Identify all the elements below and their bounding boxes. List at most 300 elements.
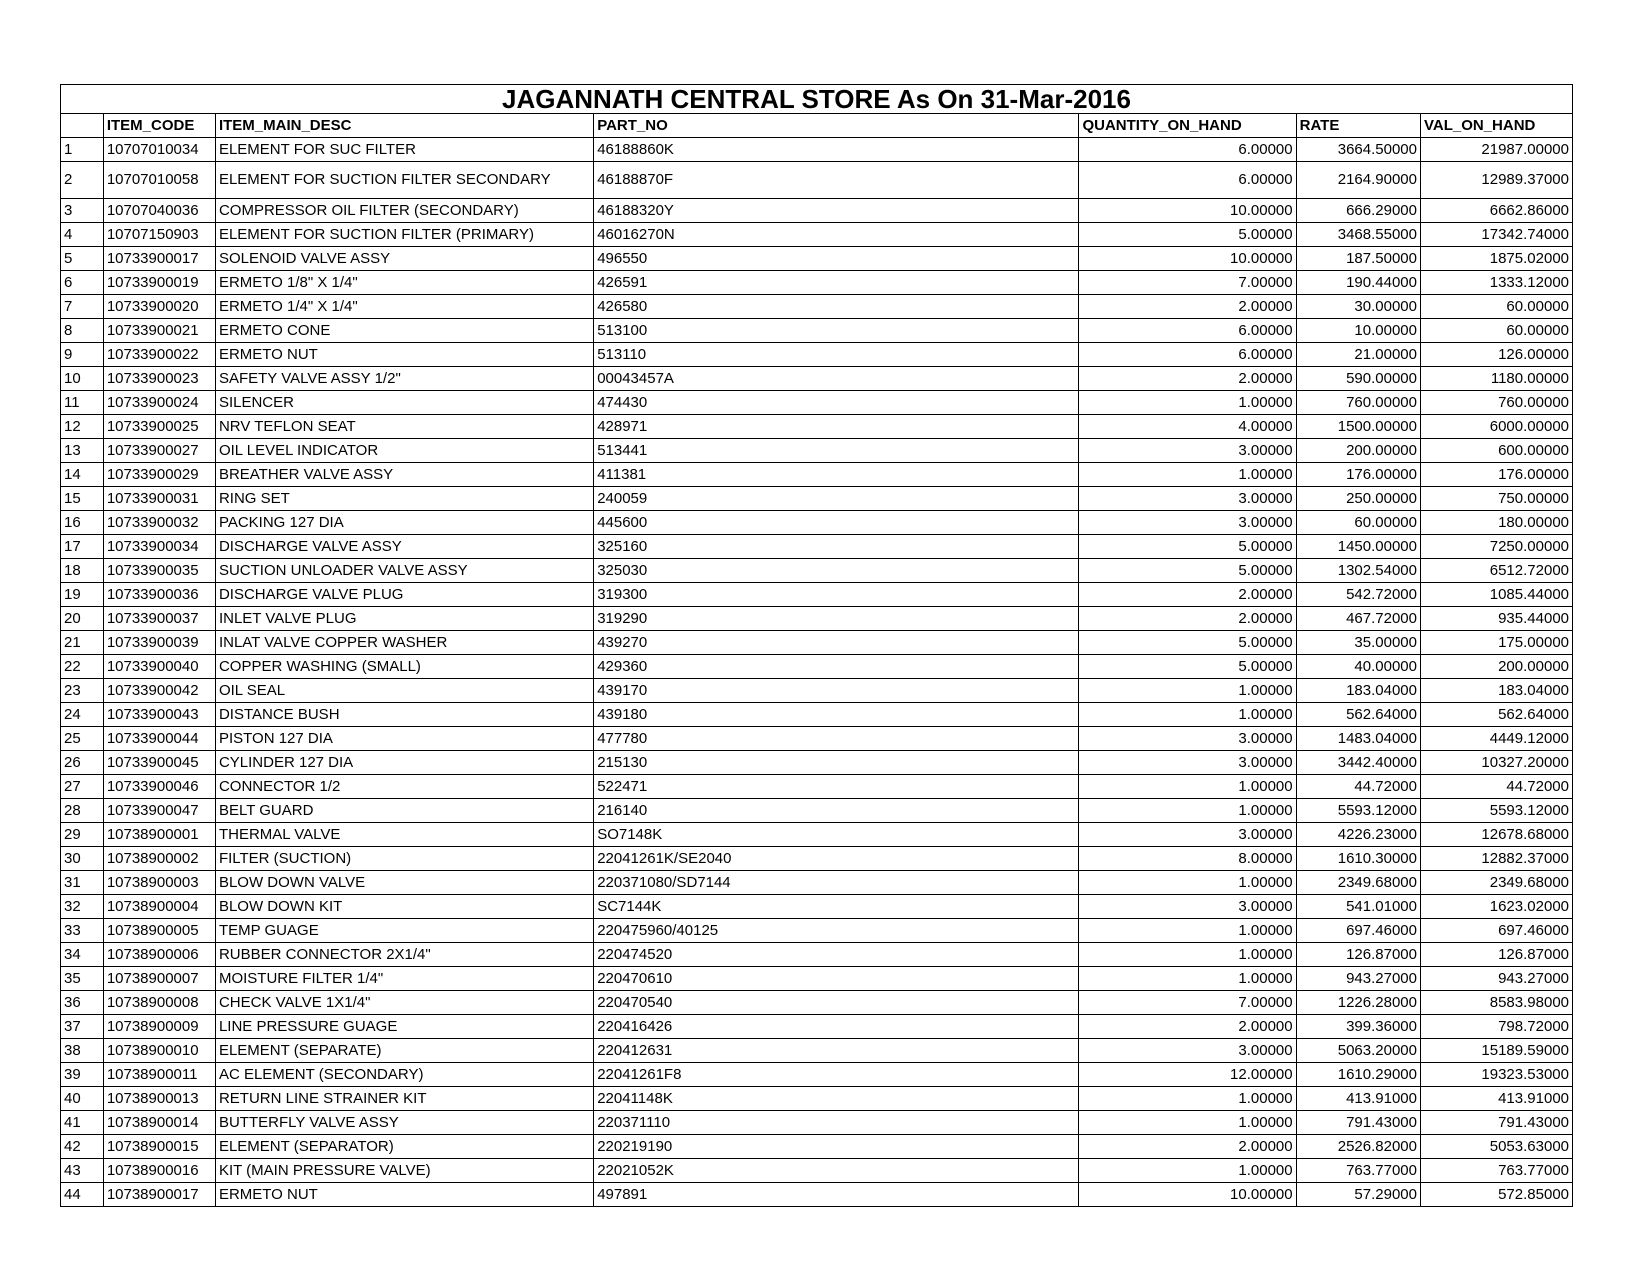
part-no: 46016270N xyxy=(594,223,1079,247)
item-desc: BUTTERFLY VALVE ASSY xyxy=(215,1111,593,1135)
value-on-hand: 126.87000 xyxy=(1420,943,1572,967)
value-on-hand: 600.00000 xyxy=(1420,439,1572,463)
value-on-hand: 176.00000 xyxy=(1420,463,1572,487)
quantity-on-hand: 3.00000 xyxy=(1079,1039,1296,1063)
item-desc: ELEMENT FOR SUC FILTER xyxy=(215,138,593,162)
row-number: 13 xyxy=(61,439,104,463)
value-on-hand: 7250.00000 xyxy=(1420,535,1572,559)
row-number: 26 xyxy=(61,751,104,775)
quantity-on-hand: 1.00000 xyxy=(1079,391,1296,415)
table-row xyxy=(61,607,1573,631)
table-row xyxy=(61,847,1573,871)
quantity-on-hand: 3.00000 xyxy=(1079,511,1296,535)
table-row xyxy=(61,391,1573,415)
item-code: 10733900023 xyxy=(103,367,215,391)
item-desc: PACKING 127 DIA xyxy=(215,511,593,535)
row-number: 35 xyxy=(61,967,104,991)
table-row xyxy=(61,199,1573,223)
quantity-on-hand: 6.00000 xyxy=(1079,343,1296,367)
row-number: 5 xyxy=(61,247,104,271)
item-code-header: ITEM_CODE xyxy=(103,114,215,138)
rate: 1500.00000 xyxy=(1296,415,1420,439)
part-no: 513441 xyxy=(594,439,1079,463)
quantity-on-hand: 6.00000 xyxy=(1079,319,1296,343)
item-desc: RUBBER CONNECTOR 2X1/4" xyxy=(215,943,593,967)
quantity-on-hand: 6.00000 xyxy=(1079,162,1296,199)
row-number: 37 xyxy=(61,1015,104,1039)
item-desc: ERMETO NUT xyxy=(215,343,593,367)
item-code: 10733900027 xyxy=(103,439,215,463)
value-on-hand: 750.00000 xyxy=(1420,487,1572,511)
row-number: 44 xyxy=(61,1183,104,1207)
value-on-hand: 1085.44000 xyxy=(1420,583,1572,607)
part-no: 429360 xyxy=(594,655,1079,679)
value-on-hand: 180.00000 xyxy=(1420,511,1572,535)
value-on-hand: 1333.12000 xyxy=(1420,271,1572,295)
table-row xyxy=(61,1063,1573,1087)
item-code: 10738900014 xyxy=(103,1111,215,1135)
rate: 943.27000 xyxy=(1296,967,1420,991)
item-code: 10738900016 xyxy=(103,1159,215,1183)
table-row xyxy=(61,751,1573,775)
value-on-hand: 1875.02000 xyxy=(1420,247,1572,271)
item-code: 10738900017 xyxy=(103,1183,215,1207)
row-number: 18 xyxy=(61,559,104,583)
quantity-on-hand: 1.00000 xyxy=(1079,703,1296,727)
quantity-on-hand: 10.00000 xyxy=(1079,247,1296,271)
quantity-on-hand: 10.00000 xyxy=(1079,199,1296,223)
rate: 2349.68000 xyxy=(1296,871,1420,895)
value-on-hand: 791.43000 xyxy=(1420,1111,1572,1135)
value-on-hand: 5593.12000 xyxy=(1420,799,1572,823)
item-desc: INLET VALVE PLUG xyxy=(215,607,593,631)
rate: 3442.40000 xyxy=(1296,751,1420,775)
row-number: 1 xyxy=(61,138,104,162)
quantity-on-hand: 1.00000 xyxy=(1079,1159,1296,1183)
row-number: 36 xyxy=(61,991,104,1015)
value-on-hand: 12678.68000 xyxy=(1420,823,1572,847)
quantity-on-hand: 1.00000 xyxy=(1079,463,1296,487)
table-row xyxy=(61,223,1573,247)
table-row xyxy=(61,583,1573,607)
quantity-on-hand: 3.00000 xyxy=(1079,487,1296,511)
table-row xyxy=(61,895,1573,919)
table-row xyxy=(61,631,1573,655)
table-row xyxy=(61,943,1573,967)
rate: 190.44000 xyxy=(1296,271,1420,295)
value-on-hand: 572.85000 xyxy=(1420,1183,1572,1207)
quantity-on-hand: 7.00000 xyxy=(1079,271,1296,295)
item-desc: TEMP GUAGE xyxy=(215,919,593,943)
item-code: 10733900035 xyxy=(103,559,215,583)
part-no: SC7144K xyxy=(594,895,1079,919)
quantity-on-hand: 5.00000 xyxy=(1079,559,1296,583)
quantity-on-hand: 3.00000 xyxy=(1079,727,1296,751)
part-no: 411381 xyxy=(594,463,1079,487)
value-on-hand: 60.00000 xyxy=(1420,295,1572,319)
item-code: 10733900022 xyxy=(103,343,215,367)
table-row xyxy=(61,559,1573,583)
part-no: 445600 xyxy=(594,511,1079,535)
part-no: 325030 xyxy=(594,559,1079,583)
rate: 2164.90000 xyxy=(1296,162,1420,199)
item-code: 10733900025 xyxy=(103,415,215,439)
part-no: 325160 xyxy=(594,535,1079,559)
value-on-hand: 12882.37000 xyxy=(1420,847,1572,871)
quantity-on-hand: 8.00000 xyxy=(1079,847,1296,871)
row-number: 17 xyxy=(61,535,104,559)
row-number: 28 xyxy=(61,799,104,823)
value-on-hand: 1180.00000 xyxy=(1420,367,1572,391)
row-number: 34 xyxy=(61,943,104,967)
quantity-on-hand: 3.00000 xyxy=(1079,439,1296,463)
quantity-on-hand: 7.00000 xyxy=(1079,991,1296,1015)
item-code: 10733900045 xyxy=(103,751,215,775)
part-no: 220416426 xyxy=(594,1015,1079,1039)
rate: 2526.82000 xyxy=(1296,1135,1420,1159)
row-number: 6 xyxy=(61,271,104,295)
row-number: 30 xyxy=(61,847,104,871)
rate: 200.00000 xyxy=(1296,439,1420,463)
value-on-hand: 413.91000 xyxy=(1420,1087,1572,1111)
item-desc: INLAT VALVE COPPER WASHER xyxy=(215,631,593,655)
quantity-on-hand: 5.00000 xyxy=(1079,631,1296,655)
quantity-on-hand: 3.00000 xyxy=(1079,823,1296,847)
row-number: 24 xyxy=(61,703,104,727)
rate: 35.00000 xyxy=(1296,631,1420,655)
table-row xyxy=(61,271,1573,295)
rate: 1610.30000 xyxy=(1296,847,1420,871)
item-desc-header: ITEM_MAIN_DESC xyxy=(215,114,593,138)
item-desc: ERMETO CONE xyxy=(215,319,593,343)
item-desc: OIL LEVEL INDICATOR xyxy=(215,439,593,463)
item-desc: COPPER WASHING (SMALL) xyxy=(215,655,593,679)
item-desc: SAFETY VALVE ASSY 1/2" xyxy=(215,367,593,391)
row-number: 14 xyxy=(61,463,104,487)
value-on-hand: 19323.53000 xyxy=(1420,1063,1572,1087)
item-code: 10738900009 xyxy=(103,1015,215,1039)
item-desc: CHECK VALVE 1X1/4" xyxy=(215,991,593,1015)
item-code: 10738900010 xyxy=(103,1039,215,1063)
value-on-hand: 1623.02000 xyxy=(1420,895,1572,919)
table-row xyxy=(61,655,1573,679)
table-row xyxy=(61,535,1573,559)
item-desc: SILENCER xyxy=(215,391,593,415)
table-row xyxy=(61,1183,1573,1207)
rate: 57.29000 xyxy=(1296,1183,1420,1207)
rate: 3468.55000 xyxy=(1296,223,1420,247)
item-desc: SUCTION UNLOADER VALVE ASSY xyxy=(215,559,593,583)
quantity-on-hand: 1.00000 xyxy=(1079,871,1296,895)
table-row xyxy=(61,295,1573,319)
item-desc: BLOW DOWN VALVE xyxy=(215,871,593,895)
table-body xyxy=(61,138,1573,1207)
value-on-hand: 4449.12000 xyxy=(1420,727,1572,751)
value-on-hand: 5053.63000 xyxy=(1420,1135,1572,1159)
quantity-on-hand: 2.00000 xyxy=(1079,1135,1296,1159)
item-desc: PISTON 127 DIA xyxy=(215,727,593,751)
row-number: 39 xyxy=(61,1063,104,1087)
row-number: 40 xyxy=(61,1087,104,1111)
rate: 3664.50000 xyxy=(1296,138,1420,162)
item-desc: BREATHER VALVE ASSY xyxy=(215,463,593,487)
table-row xyxy=(61,162,1573,199)
part-no: 220412631 xyxy=(594,1039,1079,1063)
item-desc: AC ELEMENT (SECONDARY) xyxy=(215,1063,593,1087)
part-no: 319300 xyxy=(594,583,1079,607)
part-no: 474430 xyxy=(594,391,1079,415)
value-on-hand: 44.72000 xyxy=(1420,775,1572,799)
part-no: 513110 xyxy=(594,343,1079,367)
item-code: 10733900034 xyxy=(103,535,215,559)
part-no: 220470540 xyxy=(594,991,1079,1015)
row-number: 2 xyxy=(61,162,104,199)
item-desc: BLOW DOWN KIT xyxy=(215,895,593,919)
value-on-hand: 183.04000 xyxy=(1420,679,1572,703)
rate: 541.01000 xyxy=(1296,895,1420,919)
rate: 562.64000 xyxy=(1296,703,1420,727)
rate: 126.87000 xyxy=(1296,943,1420,967)
item-code: 10733900039 xyxy=(103,631,215,655)
table-row xyxy=(61,991,1573,1015)
value-header: VAL_ON_HAND xyxy=(1420,114,1572,138)
part-no: 220219190 xyxy=(594,1135,1079,1159)
table-row xyxy=(61,511,1573,535)
rate: 176.00000 xyxy=(1296,463,1420,487)
row-number: 31 xyxy=(61,871,104,895)
rate: 183.04000 xyxy=(1296,679,1420,703)
item-code: 10733900043 xyxy=(103,703,215,727)
item-code: 10733900037 xyxy=(103,607,215,631)
value-on-hand: 126.00000 xyxy=(1420,343,1572,367)
row-number: 33 xyxy=(61,919,104,943)
row-number: 19 xyxy=(61,583,104,607)
quantity-on-hand: 2.00000 xyxy=(1079,367,1296,391)
item-desc: SOLENOID VALVE ASSY xyxy=(215,247,593,271)
part-no: 220475960/40125 xyxy=(594,919,1079,943)
rate: 697.46000 xyxy=(1296,919,1420,943)
rate: 666.29000 xyxy=(1296,199,1420,223)
value-on-hand: 798.72000 xyxy=(1420,1015,1572,1039)
quantity-on-hand: 2.00000 xyxy=(1079,583,1296,607)
item-desc: LINE PRESSURE GUAGE xyxy=(215,1015,593,1039)
item-desc: DISTANCE BUSH xyxy=(215,703,593,727)
row-number: 12 xyxy=(61,415,104,439)
rate: 1226.28000 xyxy=(1296,991,1420,1015)
table-row xyxy=(61,343,1573,367)
part-no: 22041148K xyxy=(594,1087,1079,1111)
item-code: 10733900029 xyxy=(103,463,215,487)
quantity-on-hand: 6.00000 xyxy=(1079,138,1296,162)
table-row xyxy=(61,1039,1573,1063)
table-row xyxy=(61,439,1573,463)
row-number: 25 xyxy=(61,727,104,751)
quantity-on-hand: 2.00000 xyxy=(1079,295,1296,319)
part-no: 439170 xyxy=(594,679,1079,703)
item-desc: ELEMENT FOR SUCTION FILTER (PRIMARY) xyxy=(215,223,593,247)
table-row xyxy=(61,319,1573,343)
item-code: 10733900021 xyxy=(103,319,215,343)
quantity-on-hand: 1.00000 xyxy=(1079,1111,1296,1135)
value-on-hand: 8583.98000 xyxy=(1420,991,1572,1015)
table-row xyxy=(61,679,1573,703)
item-desc: CONNECTOR 1/2 xyxy=(215,775,593,799)
item-desc: THERMAL VALVE xyxy=(215,823,593,847)
row-number: 29 xyxy=(61,823,104,847)
item-code: 10733900040 xyxy=(103,655,215,679)
value-on-hand: 17342.74000 xyxy=(1420,223,1572,247)
rate: 467.72000 xyxy=(1296,607,1420,631)
item-code: 10733900044 xyxy=(103,727,215,751)
part-no: 426591 xyxy=(594,271,1079,295)
item-code: 10733900047 xyxy=(103,799,215,823)
quantity-on-hand: 1.00000 xyxy=(1079,679,1296,703)
quantity-on-hand: 1.00000 xyxy=(1079,775,1296,799)
item-desc: FILTER (SUCTION) xyxy=(215,847,593,871)
row-number: 4 xyxy=(61,223,104,247)
rate: 413.91000 xyxy=(1296,1087,1420,1111)
item-code: 10738900008 xyxy=(103,991,215,1015)
part-no: 522471 xyxy=(594,775,1079,799)
rate: 542.72000 xyxy=(1296,583,1420,607)
value-on-hand: 6662.86000 xyxy=(1420,199,1572,223)
row-number: 3 xyxy=(61,199,104,223)
value-on-hand: 12989.37000 xyxy=(1420,162,1572,199)
part-no: 22041261F8 xyxy=(594,1063,1079,1087)
row-number: 38 xyxy=(61,1039,104,1063)
value-on-hand: 760.00000 xyxy=(1420,391,1572,415)
item-code: 10733900036 xyxy=(103,583,215,607)
rate: 1302.54000 xyxy=(1296,559,1420,583)
part-no: 319290 xyxy=(594,607,1079,631)
item-desc: ELEMENT (SEPARATOR) xyxy=(215,1135,593,1159)
rate: 763.77000 xyxy=(1296,1159,1420,1183)
table-row xyxy=(61,1111,1573,1135)
table-row xyxy=(61,967,1573,991)
rate: 1450.00000 xyxy=(1296,535,1420,559)
rate: 4226.23000 xyxy=(1296,823,1420,847)
quantity-on-hand: 4.00000 xyxy=(1079,415,1296,439)
quantity-on-hand: 10.00000 xyxy=(1079,1183,1296,1207)
part-no: 426580 xyxy=(594,295,1079,319)
item-desc: RETURN LINE STRAINER KIT xyxy=(215,1087,593,1111)
item-code: 10733900046 xyxy=(103,775,215,799)
item-desc: ELEMENT (SEPARATE) xyxy=(215,1039,593,1063)
part-no: 46188320Y xyxy=(594,199,1079,223)
rate: 590.00000 xyxy=(1296,367,1420,391)
item-desc: CYLINDER 127 DIA xyxy=(215,751,593,775)
value-on-hand: 943.27000 xyxy=(1420,967,1572,991)
part-no: 428971 xyxy=(594,415,1079,439)
header-row xyxy=(61,114,1573,138)
quantity-on-hand: 12.00000 xyxy=(1079,1063,1296,1087)
row-number: 32 xyxy=(61,895,104,919)
report-title: JAGANNATH CENTRAL STORE As On 31-Mar-2016 xyxy=(61,85,1573,114)
table-row xyxy=(61,138,1573,162)
item-desc: COMPRESSOR OIL FILTER (SECONDARY) xyxy=(215,199,593,223)
rate: 10.00000 xyxy=(1296,319,1420,343)
item-code: 10738900006 xyxy=(103,943,215,967)
item-code: 10707010034 xyxy=(103,138,215,162)
part-no: 220371110 xyxy=(594,1111,1079,1135)
row-number: 22 xyxy=(61,655,104,679)
item-desc: ERMETO NUT xyxy=(215,1183,593,1207)
inventory-table xyxy=(60,84,1573,1207)
item-code: 10733900032 xyxy=(103,511,215,535)
quantity-on-hand: 5.00000 xyxy=(1079,655,1296,679)
item-code: 10738900003 xyxy=(103,871,215,895)
row-number: 20 xyxy=(61,607,104,631)
part-no: 220474520 xyxy=(594,943,1079,967)
row-number: 16 xyxy=(61,511,104,535)
item-code: 10707150903 xyxy=(103,223,215,247)
table-row xyxy=(61,919,1573,943)
table-row xyxy=(61,1087,1573,1111)
quantity-on-hand: 1.00000 xyxy=(1079,799,1296,823)
rate: 44.72000 xyxy=(1296,775,1420,799)
quantity-on-hand: 2.00000 xyxy=(1079,607,1296,631)
item-code: 10738900007 xyxy=(103,967,215,991)
table-row xyxy=(61,871,1573,895)
part-no: 00043457A xyxy=(594,367,1079,391)
part-no: 477780 xyxy=(594,727,1079,751)
part-no: 439270 xyxy=(594,631,1079,655)
row-number: 21 xyxy=(61,631,104,655)
part-no: 220470610 xyxy=(594,967,1079,991)
row-number: 23 xyxy=(61,679,104,703)
table-row xyxy=(61,1015,1573,1039)
table-row xyxy=(61,823,1573,847)
table-row xyxy=(61,367,1573,391)
part-no: 215130 xyxy=(594,751,1079,775)
table-row xyxy=(61,703,1573,727)
quantity-on-hand: 1.00000 xyxy=(1079,1087,1296,1111)
rate: 791.43000 xyxy=(1296,1111,1420,1135)
item-desc: NRV TEFLON SEAT xyxy=(215,415,593,439)
item-code: 10733900017 xyxy=(103,247,215,271)
part-no-header: PART_NO xyxy=(594,114,1079,138)
value-on-hand: 562.64000 xyxy=(1420,703,1572,727)
item-desc: DISCHARGE VALVE ASSY xyxy=(215,535,593,559)
table-row xyxy=(61,1135,1573,1159)
rate: 60.00000 xyxy=(1296,511,1420,535)
rate: 760.00000 xyxy=(1296,391,1420,415)
item-desc: KIT (MAIN PRESSURE VALVE) xyxy=(215,1159,593,1183)
row-number: 8 xyxy=(61,319,104,343)
quantity-on-hand: 3.00000 xyxy=(1079,895,1296,919)
row-number: 43 xyxy=(61,1159,104,1183)
part-no: 497891 xyxy=(594,1183,1079,1207)
value-on-hand: 21987.00000 xyxy=(1420,138,1572,162)
value-on-hand: 2349.68000 xyxy=(1420,871,1572,895)
part-no: 46188860K xyxy=(594,138,1079,162)
rate: 21.00000 xyxy=(1296,343,1420,367)
table-row xyxy=(61,487,1573,511)
value-on-hand: 763.77000 xyxy=(1420,1159,1572,1183)
part-no: 22021052K xyxy=(594,1159,1079,1183)
item-code: 10733900042 xyxy=(103,679,215,703)
item-desc: MOISTURE FILTER 1/4" xyxy=(215,967,593,991)
part-no: 220371080/SD7144 xyxy=(594,871,1079,895)
quantity-on-hand: 1.00000 xyxy=(1079,967,1296,991)
item-desc: ERMETO 1/8" X 1/4" xyxy=(215,271,593,295)
quantity-on-hand: 3.00000 xyxy=(1079,751,1296,775)
quantity-on-hand: 1.00000 xyxy=(1079,919,1296,943)
table-row xyxy=(61,727,1573,751)
value-on-hand: 6000.00000 xyxy=(1420,415,1572,439)
rate: 1610.29000 xyxy=(1296,1063,1420,1087)
rate-header: RATE xyxy=(1296,114,1420,138)
